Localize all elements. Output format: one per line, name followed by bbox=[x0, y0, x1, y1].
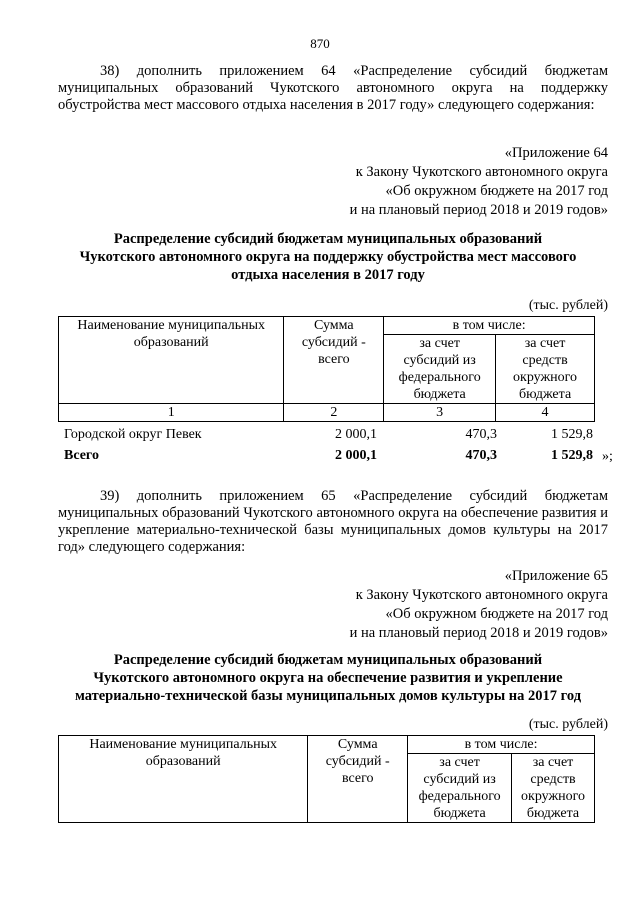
units-label: (тыс. рублей) bbox=[528, 298, 608, 313]
column-number: 2 bbox=[284, 404, 384, 422]
table-64-heading bbox=[48, 230, 608, 284]
page-number: 870 bbox=[310, 36, 330, 51]
total-sum: 2 000,1 bbox=[335, 448, 377, 463]
appendix-65-caption bbox=[350, 567, 608, 643]
total-row bbox=[58, 446, 595, 466]
row-municipality-name: Городской округ Певек bbox=[64, 427, 202, 442]
header-district: за счет средств окружного бюджета bbox=[496, 335, 595, 404]
closing-quote: »; bbox=[602, 449, 613, 464]
section-39-paragraph: 39) дополнить приложением 65 «Распределение субсидий бюджетам муниципальных образований Чукотского автономного округа на обеспечение развития и укрепление материально-технической базы муниципальных домов культуры на 2017 год» следующего содержания: bbox=[58, 488, 608, 555]
heading-line: Распределение субсидий бюджетам муниципальных образований bbox=[113, 652, 543, 668]
table-64 bbox=[58, 316, 595, 422]
table-row bbox=[58, 425, 595, 445]
header-including: в том числе: bbox=[384, 317, 595, 335]
appendix-line: «Приложение 65 bbox=[504, 568, 608, 584]
header-total-subsidy: Сумма субсидий - всего bbox=[284, 317, 384, 404]
appendix-line: и на плановый период 2018 и 2019 годов» bbox=[349, 625, 608, 641]
section-38-paragraph: 38) дополнить приложением 64 «Распределение субсидий бюджетам муниципальных образований Чукотского автономного округа на поддержку обустройства мест массового отдыха населения в 2017 году» следующего содержания: bbox=[58, 63, 608, 113]
header-federal: за счет субсидий из федерального бюджета bbox=[408, 754, 512, 823]
total-federal: 470,3 bbox=[465, 448, 497, 463]
appendix-line: «Приложение 64 bbox=[504, 145, 608, 161]
appendix-line: к Закону Чукотского автономного округа bbox=[355, 587, 608, 603]
heading-line: Распределение субсидий бюджетам муниципальных образований bbox=[113, 231, 543, 247]
appendix-line: «Об окружном бюджете на 2017 год bbox=[385, 183, 608, 199]
header-including: в том числе: bbox=[408, 736, 595, 754]
heading-line: Чукотского автономного округа на обеспечение развития и укрепление bbox=[93, 670, 563, 686]
table-65-heading bbox=[48, 651, 608, 705]
column-number: 4 bbox=[496, 404, 595, 422]
heading-line: материально-технической базы муниципальных домов культуры на 2017 год bbox=[74, 688, 582, 704]
heading-line: отдыха населения в 2017 году bbox=[231, 267, 425, 283]
column-number: 3 bbox=[384, 404, 496, 422]
header-federal: за счет субсидий из федерального бюджета bbox=[384, 335, 496, 404]
appendix-line: «Об окружном бюджете на 2017 год bbox=[385, 606, 608, 622]
appendix-line: и на плановый период 2018 и 2019 годов» bbox=[349, 202, 608, 218]
appendix-line: к Закону Чукотского автономного округа bbox=[355, 164, 608, 180]
total-district: 1 529,8 bbox=[551, 448, 593, 463]
table-65 bbox=[58, 735, 595, 823]
column-number: 1 bbox=[59, 404, 284, 422]
header-total-subsidy: Сумма субсидий - всего bbox=[308, 736, 408, 823]
units-label: (тыс. рублей) bbox=[528, 717, 608, 732]
row-total: 2 000,1 bbox=[335, 427, 377, 442]
row-district: 1 529,8 bbox=[551, 427, 593, 442]
header-municipality: Наименование муниципальных образований bbox=[59, 317, 284, 404]
appendix-64-caption bbox=[350, 144, 608, 220]
total-label: Всего bbox=[64, 448, 99, 463]
header-municipality: Наименование муниципальных образований bbox=[59, 736, 308, 823]
header-district: за счет средств окружного бюджета bbox=[512, 754, 595, 823]
heading-line: Чукотского автономного округа на поддержку обустройства мест массового bbox=[79, 249, 577, 265]
row-federal: 470,3 bbox=[465, 427, 497, 442]
